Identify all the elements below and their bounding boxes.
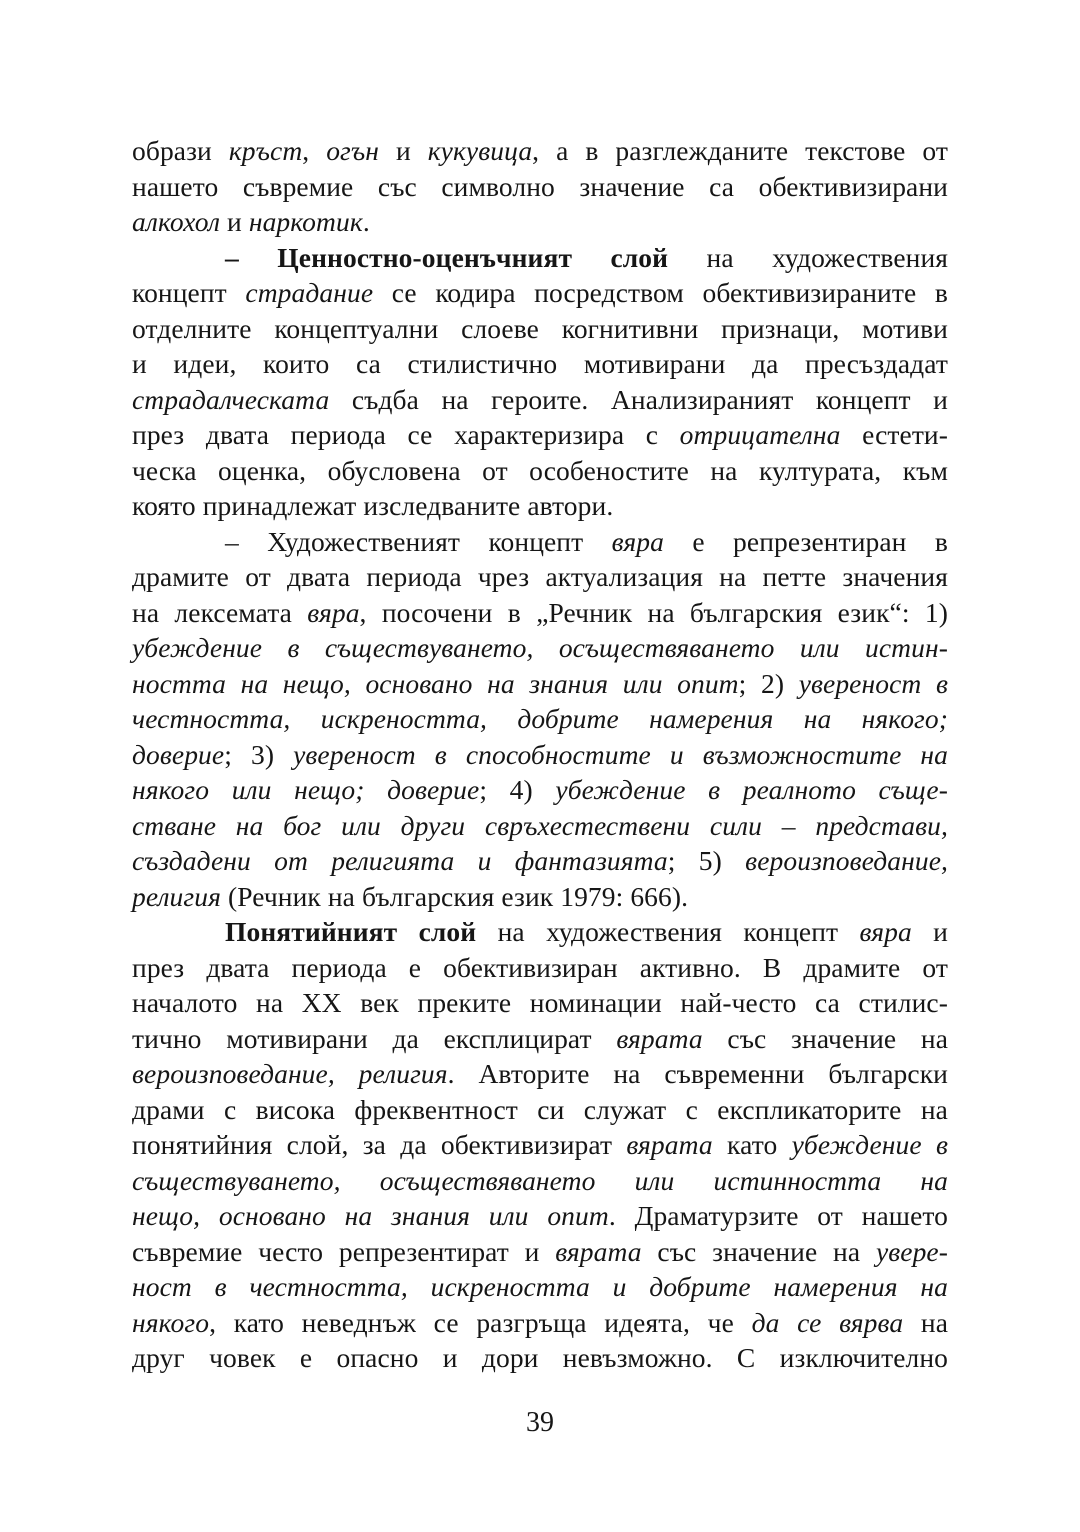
text-line: началото на XX век преките номинации най-често са стилис- — [132, 987, 948, 1018]
text-line: съвремие често репрезентират и вярата със значение на увере- — [132, 1235, 948, 1267]
text-line: през двата периода се характеризира с отрицателна естети- — [132, 419, 949, 450]
page-body — [132, 133, 948, 1376]
text-line: понятийния слой, за да обективизират вярата като убеждение в — [132, 1129, 948, 1160]
text-line: образи кръст, огън и кукувица, а в разглежданите текстове от — [132, 135, 948, 166]
text-line: – Ценностно-оценъчният слой на художествения — [225, 241, 949, 273]
text-line: честността, искреността, добрите намерения на някого; — [132, 703, 948, 734]
text-line: драмите от двата периода чрез актуализация на петте значения — [132, 561, 948, 592]
text-line: тично мотивирани да експлицират вярата със значение на — [132, 1022, 949, 1054]
text-line: нещо, основано на знания или опит. Драматурзите от нашето — [132, 1200, 948, 1231]
text-line: на лексемата вяра, посочени в „Речник на българския език“: 1) — [132, 596, 949, 628]
text-line: доверие; 3) увереност в способностите и възможностите на — [132, 738, 948, 770]
text-line: Понятийният слой на художествения концепт вяра и — [225, 916, 948, 947]
page-number: 39 — [526, 1407, 554, 1438]
text-line: съществуването, осъществяването или истинността на — [132, 1164, 948, 1196]
text-line: създадени от религията и фантазията; 5) вероизповедание, — [132, 845, 948, 876]
text-line: концепт страдание се кодира посредством обективизираните в — [132, 277, 948, 308]
text-line: страдалческата съдба на героите. Анализираният концепт и — [132, 383, 948, 415]
text-line: отделните концептуални слоеве когнитивни признаци, мотиви — [132, 312, 948, 344]
text-line: някого или нещо; доверие; 4) убеждение в реалното съще- — [132, 774, 948, 805]
text-line: нашето съвремие със символно значение са обективизирани — [132, 170, 948, 202]
text-line: алкохол и наркотик. — [132, 206, 370, 237]
text-line: през двата периода е обективизиран активно. В драмите от — [132, 951, 948, 983]
text-line: ността на нещо, основано на знания или опит; 2) увереност в — [132, 667, 948, 699]
text-line: убеждение в съществуването, осъществяването или истин- — [132, 632, 948, 663]
text-line: някого, като неведнъж се разгръща идеята, че да се вярва на — [132, 1306, 948, 1338]
text-line: религия (Речник на българския език 1979: 666). — [132, 880, 689, 912]
text-line: която принадлежат изследваните автори. — [132, 490, 614, 521]
text-line: друг човек е опасно и дори невъзможно. С изключително — [132, 1342, 948, 1373]
text-line: и идеи, които са стилистично мотивирани да пресъздадат — [132, 348, 948, 379]
text-line: ческа оценка, обусловена от особеностите на културата, към — [132, 454, 948, 486]
text-line: – Художественият концепт вяра е репрезентиран в — [225, 525, 948, 557]
text-line: ност в честността, искреността и добрите намерения на — [132, 1271, 948, 1302]
text-line: вероизповедание, религия. Авторите на съвременни български — [132, 1058, 948, 1089]
text-line: стване на бог или други свръхестествени сили – представи, — [132, 809, 948, 841]
text-line: драми с висока фреквентност си служат с експликаторите на — [132, 1093, 948, 1125]
